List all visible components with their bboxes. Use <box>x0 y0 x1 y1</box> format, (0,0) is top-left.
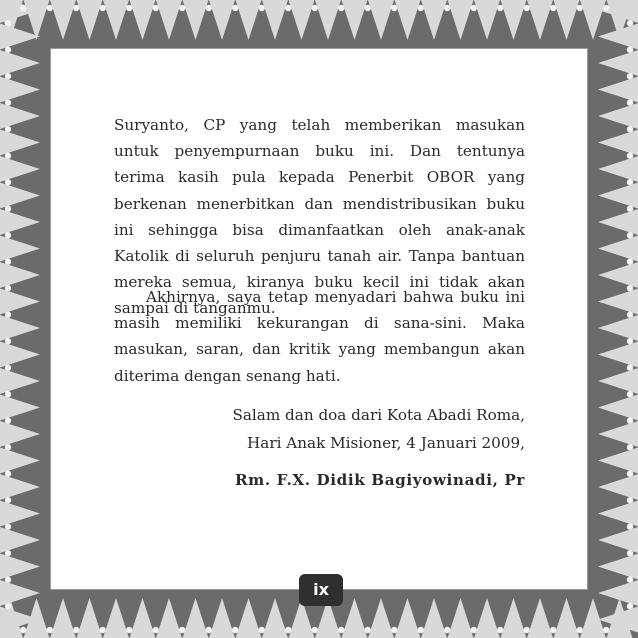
border-triangle <box>50 0 76 40</box>
border-triangle <box>554 0 580 40</box>
border-triangle <box>598 368 638 394</box>
border-triangle <box>0 421 40 447</box>
border-triangle <box>598 183 638 209</box>
border-triangle <box>262 0 288 40</box>
border-triangle <box>209 0 235 40</box>
border-triangle <box>342 0 368 40</box>
border-triangle <box>156 598 182 638</box>
author-signature: Rm. F.X. Didik Bagiyowinadi, Pr <box>234 471 525 489</box>
border-triangle <box>0 395 40 421</box>
border-triangle <box>156 0 182 40</box>
border-triangle <box>448 0 474 40</box>
border-triangle <box>598 289 638 315</box>
border-triangle <box>315 0 341 40</box>
closing-greeting: Salam dan doa dari Kota Abadi Roma, <box>232 406 525 424</box>
border-triangle <box>598 103 638 129</box>
border-triangle <box>0 554 40 580</box>
border-triangle <box>598 77 638 103</box>
border-triangle <box>0 580 40 606</box>
border-triangle <box>580 0 606 40</box>
border-triangle <box>0 368 40 394</box>
border-triangle <box>77 598 103 638</box>
border-triangle <box>598 527 638 553</box>
border-triangle <box>421 0 447 40</box>
border-triangle <box>598 209 638 235</box>
border-triangle <box>598 421 638 447</box>
paragraph-closing-remarks: Akhirnya, saya tetap menyadari bahwa buku ini masih memiliki kekurangan di sana-sini. Maka masukan, saran, dan kritik yang membangun akan diterima dengan senang hati. <box>114 288 525 385</box>
border-triangle <box>130 0 156 40</box>
border-triangle <box>598 474 638 500</box>
border-triangle <box>527 0 553 40</box>
border-triangle <box>0 209 40 235</box>
border-triangle <box>474 0 500 40</box>
border-triangle <box>342 598 368 638</box>
border-triangle <box>289 0 315 40</box>
border-triangle <box>183 598 209 638</box>
border-triangle <box>0 156 40 182</box>
border-triangle <box>598 501 638 527</box>
border-triangle <box>598 236 638 262</box>
page-content-area <box>50 48 588 590</box>
border-triangle <box>0 130 40 156</box>
border-triangle <box>103 0 129 40</box>
border-triangle <box>527 598 553 638</box>
border-triangle <box>0 501 40 527</box>
border-triangle <box>236 598 262 638</box>
border-triangle <box>0 103 40 129</box>
border-triangle <box>0 236 40 262</box>
border-triangle <box>501 0 527 40</box>
border-triangle <box>474 598 500 638</box>
border-triangle <box>262 598 288 638</box>
border-triangle <box>554 598 580 638</box>
border-triangle <box>183 0 209 40</box>
border-triangle <box>395 598 421 638</box>
border-triangle <box>598 130 638 156</box>
border-triangle <box>501 598 527 638</box>
page-number-badge: ix <box>299 574 343 606</box>
border-triangle <box>598 315 638 341</box>
border-triangle <box>0 262 40 288</box>
border-triangle <box>0 183 40 209</box>
border-triangle <box>236 0 262 40</box>
border-triangle <box>598 395 638 421</box>
date-line: Hari Anak Misioner, 4 Januari 2009, <box>247 434 525 452</box>
border-triangle <box>0 474 40 500</box>
border-triangle <box>0 289 40 315</box>
border-triangle <box>0 50 40 76</box>
border-triangle <box>368 598 394 638</box>
border-triangle <box>209 598 235 638</box>
border-triangle <box>77 0 103 40</box>
border-triangle <box>598 50 638 76</box>
border-triangle <box>580 598 606 638</box>
border-triangle <box>368 0 394 40</box>
border-triangle <box>0 527 40 553</box>
border-triangle <box>598 580 638 606</box>
border-triangle <box>0 77 40 103</box>
border-triangle <box>598 342 638 368</box>
border-triangle <box>0 315 40 341</box>
border-triangle <box>448 598 474 638</box>
border-triangle <box>103 598 129 638</box>
border-triangle <box>0 448 40 474</box>
border-triangle <box>598 448 638 474</box>
border-triangle <box>598 156 638 182</box>
border-triangle <box>50 598 76 638</box>
border-triangle <box>598 262 638 288</box>
border-triangle <box>395 0 421 40</box>
paragraph-acknowledgement: Suryanto, CP yang telah memberikan masukan untuk penyempurnaan buku ini. Dan tentunya terima kasih pula kepada Penerbit OBOR yang berkenan menerbitkan dan mendistribusikan buku ini sehingga bisa dimanfaatkan oleh anak-anak Katolik di seluruh penjuru tanah air. Tanpa bantuan mereka semua, kiranya buku kecil ini tidak akan sampai di tanganmu. <box>114 116 525 318</box>
border-triangle <box>130 598 156 638</box>
border-triangle <box>598 554 638 580</box>
border-triangle <box>421 598 447 638</box>
border-triangle <box>0 342 40 368</box>
